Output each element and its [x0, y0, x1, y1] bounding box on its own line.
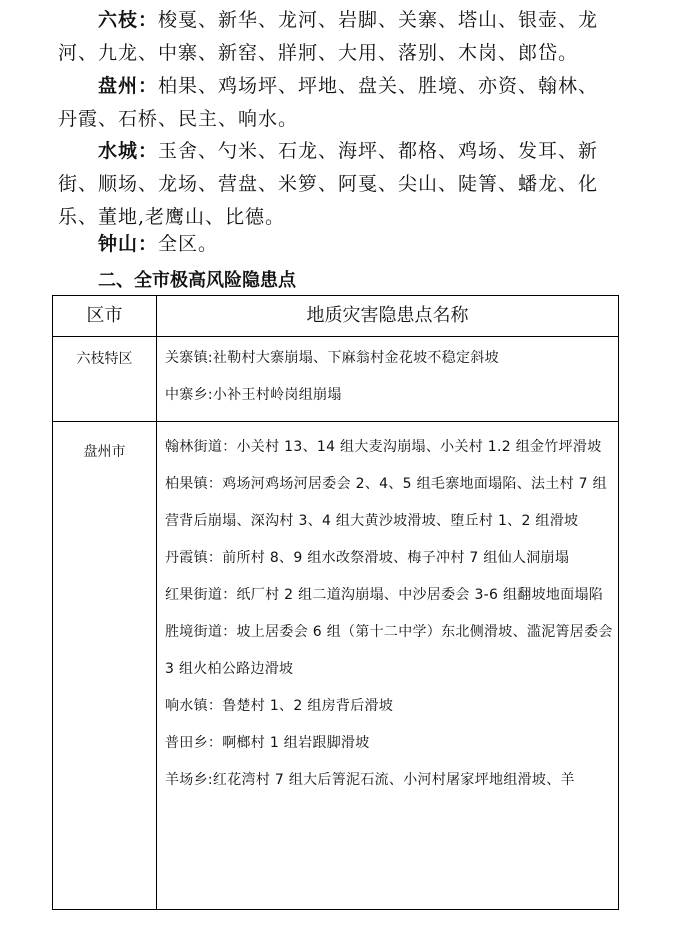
label-liuzhi: 六枝：: [98, 9, 159, 31]
paragraph-panzhou: [58, 70, 618, 136]
region-panzhou: 盘州市: [83, 444, 126, 460]
text-liuzhi: 梭戛、新华、龙河、岩脚、关寨、塔山、银壶、龙河、九龙、中寨、新窑、牂牁、大用、落别、木岗、郎岱。: [58, 9, 599, 64]
hazard-item: 胜境街道：坡上居委会 6 组（第十二中学）东北侧滑坡、滥泥箐居委会 3 组火柏公路边滑坡: [165, 624, 613, 677]
label-zhongshan: 钟山：: [98, 233, 159, 255]
hazard-item: 翰林街道：小关村 13、14 组大麦沟崩塌、小关村 1.2 组金竹坪滑坡: [165, 439, 602, 455]
text-zhongshan: 全区。: [158, 233, 219, 255]
hazard-item: 红果街道：纸厂村 2 组二道沟崩塌、中沙居委会 3-6 组翻坡地面塌陷: [165, 587, 604, 603]
row-divider: [53, 421, 618, 422]
hazards-panzhou: [165, 429, 615, 799]
paragraph-shuicheng: [58, 135, 618, 234]
header-hazard-name: 地质灾害隐患点名称: [306, 305, 469, 326]
column-divider: [156, 296, 157, 909]
header-divider: [53, 336, 618, 337]
paragraph-liuzhi: [58, 4, 618, 70]
region-liuzhi: 六枝特区: [76, 351, 133, 367]
hazard-item: 关寨镇:社勒村大寨崩塌、下麻翁村金花坡不稳定斜坡: [165, 350, 499, 366]
hazard-item: 响水镇：鲁楚村 1、2 组房背后滑坡: [165, 698, 394, 714]
hazard-item: 中寨乡:小补王村岭岗组崩塌: [165, 387, 342, 403]
hazard-table: [52, 295, 619, 910]
hazard-item: 柏果镇：鸡场河鸡场河居委会 2、4、5 组毛寨地面塌陷、法土村 7 组营背后崩塌、深沟村 3、4 组大黄沙坡滑坡、堕丘村 1、2 组滑坡: [165, 476, 607, 529]
label-panzhou: 盘州：: [98, 75, 159, 97]
hazard-item: 普田乡：啊榔村 1 组岩跟脚滑坡: [165, 735, 370, 751]
hazard-item: 羊场乡:红花湾村 7 组大后箐泥石流、小河村屠家坪地组滑坡、羊: [165, 772, 575, 788]
hazard-item: 丹霞镇：前所村 8、9 组水改祭滑坡、梅子冲村 7 组仙人洞崩塌: [165, 550, 570, 566]
header-region: 区市: [86, 305, 123, 326]
label-shuicheng: 水城：: [98, 140, 159, 162]
section-heading: 二、全市极高风险隐患点: [98, 270, 296, 291]
hazards-liuzhi: [165, 340, 615, 414]
text-shuicheng: 玉舍、勺米、石龙、海坪、都格、鸡场、发耳、新街、顺场、龙场、营盘、米箩、阿戛、尖山、陡箐、蟠龙、化乐、董地,老鹰山、比德。: [58, 140, 599, 228]
paragraph-zhongshan: [58, 228, 618, 261]
text-panzhou: 柏果、鸡场坪、坪地、盘关、胜境、亦资、翰林、丹霞、石桥、民主、响水。: [58, 75, 599, 130]
